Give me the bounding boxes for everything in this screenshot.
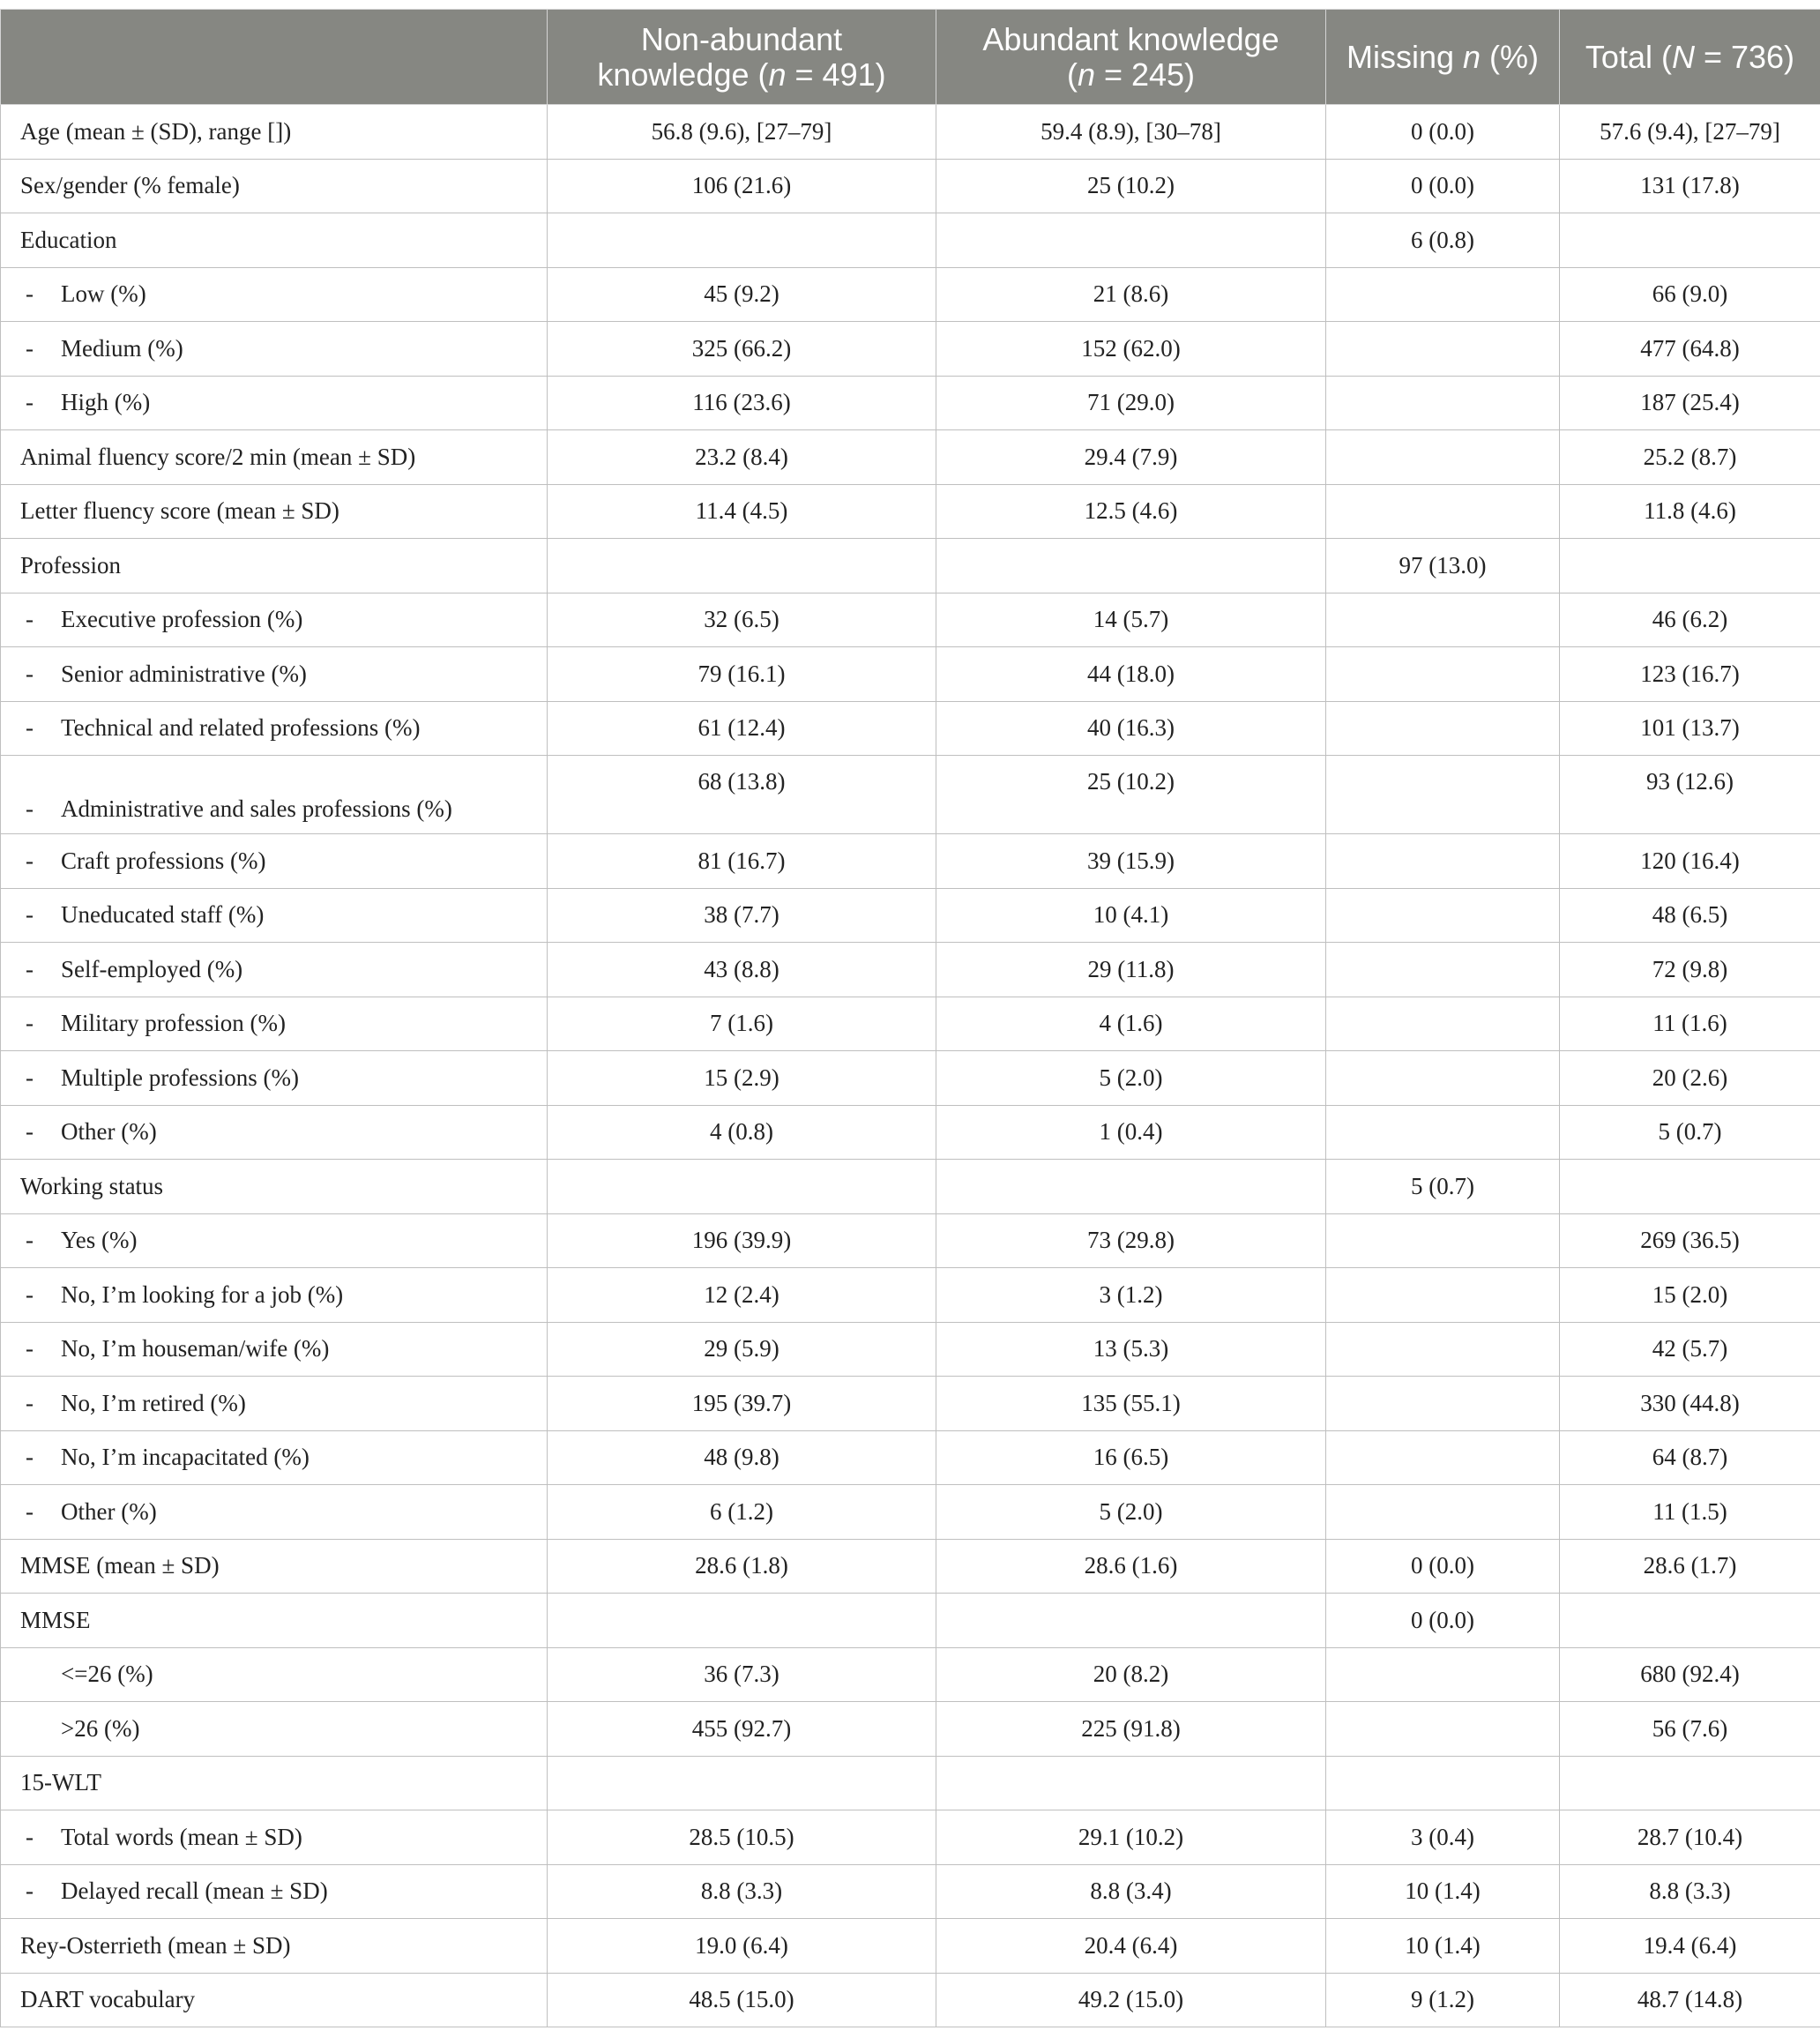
cell-non-abundant: 196 (39.9) xyxy=(548,1213,936,1268)
row-label xyxy=(1,756,548,834)
table-header xyxy=(1,10,1820,105)
cell-missing: 5 (0.7) xyxy=(1326,1160,1560,1214)
cell-missing xyxy=(1326,267,1560,322)
table-row xyxy=(1,105,1820,160)
cell-total: 64 (8.7) xyxy=(1560,1430,1820,1485)
cell-missing xyxy=(1326,888,1560,943)
cell-abundant: 29.1 (10.2) xyxy=(936,1810,1326,1865)
cell-abundant: 29.4 (7.9) xyxy=(936,430,1326,485)
cell-total: 269 (36.5) xyxy=(1560,1213,1820,1268)
row-label xyxy=(1,1756,548,1810)
cell-missing xyxy=(1326,943,1560,997)
cell-total xyxy=(1560,1594,1820,1648)
row-label xyxy=(1,1105,548,1160)
row-label-text: Military profession (%) xyxy=(61,1010,286,1037)
cell-abundant: 1 (0.4) xyxy=(936,1105,1326,1160)
cell-missing xyxy=(1326,1322,1560,1377)
row-label xyxy=(1,1268,548,1323)
bullet-dash: - xyxy=(26,280,34,308)
cell-abundant: 14 (5.7) xyxy=(936,593,1326,647)
row-label xyxy=(1,1702,548,1757)
cell-non-abundant: 45 (9.2) xyxy=(548,267,936,322)
header-row xyxy=(1,10,1820,105)
cell-total: 66 (9.0) xyxy=(1560,267,1820,322)
cell-abundant: 21 (8.6) xyxy=(936,267,1326,322)
cell-missing: 6 (0.8) xyxy=(1326,213,1560,268)
cell-non-abundant: 6 (1.2) xyxy=(548,1485,936,1540)
cell-missing xyxy=(1326,593,1560,647)
cell-missing xyxy=(1326,1485,1560,1540)
cell-total: 57.6 (9.4), [27–79] xyxy=(1560,105,1820,160)
bullet-dash: - xyxy=(26,1335,34,1362)
table-row xyxy=(1,430,1820,485)
table-row xyxy=(1,1051,1820,1106)
cell-non-abundant: 28.6 (1.8) xyxy=(548,1539,936,1594)
cell-total: 120 (16.4) xyxy=(1560,834,1820,889)
cell-missing xyxy=(1326,1377,1560,1431)
table-row xyxy=(1,1864,1820,1919)
cell-abundant: 225 (91.8) xyxy=(936,1702,1326,1757)
header-cell-missing: Missing n (%) xyxy=(1326,10,1560,105)
cell-abundant: 16 (6.5) xyxy=(936,1430,1326,1485)
bullet-dash: - xyxy=(26,1389,34,1416)
row-label-text: >26 (%) xyxy=(61,1714,140,1742)
cell-abundant xyxy=(936,1160,1326,1214)
cell-abundant: 49.2 (15.0) xyxy=(936,1973,1326,2027)
table-row xyxy=(1,1377,1820,1431)
bullet-dash: - xyxy=(26,795,34,822)
cell-non-abundant: 4 (0.8) xyxy=(548,1105,936,1160)
cell-missing xyxy=(1326,1268,1560,1323)
cell-missing xyxy=(1326,1430,1560,1485)
cell-missing: 9 (1.2) xyxy=(1326,1973,1560,2027)
bullet-dash: - xyxy=(26,1823,34,1850)
cell-abundant: 3 (1.2) xyxy=(936,1268,1326,1323)
table-row xyxy=(1,1810,1820,1865)
row-label xyxy=(1,213,548,268)
row-label-text: Low (%) xyxy=(61,280,146,308)
cell-abundant: 10 (4.1) xyxy=(936,888,1326,943)
row-label-text: DART vocabulary xyxy=(20,1986,196,2013)
bullet-dash: - xyxy=(26,1064,34,1091)
cell-total: 330 (44.8) xyxy=(1560,1377,1820,1431)
cell-non-abundant: 68 (13.8) xyxy=(548,756,936,834)
bullet-dash: - xyxy=(26,1280,34,1308)
cell-missing: 0 (0.0) xyxy=(1326,1539,1560,1594)
cell-missing: 10 (1.4) xyxy=(1326,1864,1560,1919)
cell-missing: 3 (0.4) xyxy=(1326,1810,1560,1865)
table-row xyxy=(1,267,1820,322)
row-label xyxy=(1,1864,548,1919)
row-label-text: Other (%) xyxy=(61,1118,157,1146)
cell-non-abundant: 48.5 (15.0) xyxy=(548,1973,936,2027)
row-label xyxy=(1,1160,548,1214)
row-label xyxy=(1,1919,548,1974)
row-label xyxy=(1,1213,548,1268)
cell-non-abundant: 106 (21.6) xyxy=(548,159,936,213)
cell-abundant: 20 (8.2) xyxy=(936,1647,1326,1702)
cell-total: 93 (12.6) xyxy=(1560,756,1820,834)
cell-non-abundant: 79 (16.1) xyxy=(548,647,936,702)
table-row xyxy=(1,1268,1820,1323)
cell-non-abundant: 116 (23.6) xyxy=(548,376,936,430)
cell-abundant xyxy=(936,539,1326,593)
cell-abundant: 39 (15.9) xyxy=(936,834,1326,889)
cell-missing: 97 (13.0) xyxy=(1326,539,1560,593)
cell-non-abundant: 7 (1.6) xyxy=(548,997,936,1051)
bullet-dash: - xyxy=(26,955,34,982)
cell-total: 28.7 (10.4) xyxy=(1560,1810,1820,1865)
cell-total: 101 (13.7) xyxy=(1560,701,1820,756)
row-label xyxy=(1,1647,548,1702)
table-row xyxy=(1,213,1820,268)
table-row xyxy=(1,1485,1820,1540)
row-label xyxy=(1,997,548,1051)
cell-non-abundant: 48 (9.8) xyxy=(548,1430,936,1485)
table-row xyxy=(1,997,1820,1051)
row-label xyxy=(1,647,548,702)
row-label xyxy=(1,1810,548,1865)
bullet-dash: - xyxy=(26,1877,34,1905)
cell-abundant: 8.8 (3.4) xyxy=(936,1864,1326,1919)
cell-abundant: 135 (55.1) xyxy=(936,1377,1326,1431)
cell-non-abundant xyxy=(548,1756,936,1810)
table-row xyxy=(1,159,1820,213)
cell-non-abundant: 23.2 (8.4) xyxy=(548,430,936,485)
bullet-dash: - xyxy=(26,606,34,633)
cell-abundant: 25 (10.2) xyxy=(936,756,1326,834)
cell-non-abundant: 12 (2.4) xyxy=(548,1268,936,1323)
cell-total: 48.7 (14.8) xyxy=(1560,1973,1820,2027)
row-label-text: Animal fluency score/2 min (mean ± SD) xyxy=(20,443,416,470)
cell-non-abundant: 28.5 (10.5) xyxy=(548,1810,936,1865)
cell-abundant: 152 (62.0) xyxy=(936,322,1326,377)
row-label xyxy=(1,484,548,539)
row-label-text: <=26 (%) xyxy=(61,1661,153,1688)
table-row xyxy=(1,888,1820,943)
cell-missing: 0 (0.0) xyxy=(1326,105,1560,160)
cell-non-abundant: 8.8 (3.3) xyxy=(548,1864,936,1919)
cell-missing xyxy=(1326,430,1560,485)
cell-total: 15 (2.0) xyxy=(1560,1268,1820,1323)
table-row xyxy=(1,834,1820,889)
cell-missing xyxy=(1326,1105,1560,1160)
row-label-text: Age (mean ± (SD), range []) xyxy=(20,117,292,145)
row-label-text: Senior administrative (%) xyxy=(61,660,307,687)
row-label xyxy=(1,1485,548,1540)
table-row xyxy=(1,376,1820,430)
cell-total: 19.4 (6.4) xyxy=(1560,1919,1820,1974)
cell-total: 477 (64.8) xyxy=(1560,322,1820,377)
cell-total: 131 (17.8) xyxy=(1560,159,1820,213)
cell-non-abundant: 43 (8.8) xyxy=(548,943,936,997)
cell-total: 187 (25.4) xyxy=(1560,376,1820,430)
row-label-text: Sex/gender (% female) xyxy=(20,172,240,199)
table-row xyxy=(1,1973,1820,2027)
cell-non-abundant: 455 (92.7) xyxy=(548,1702,936,1757)
table-row xyxy=(1,322,1820,377)
table-row xyxy=(1,1430,1820,1485)
cell-non-abundant: 38 (7.7) xyxy=(548,888,936,943)
bullet-dash: - xyxy=(26,1444,34,1471)
cell-non-abundant: 56.8 (9.6), [27–79] xyxy=(548,105,936,160)
cell-missing xyxy=(1326,1051,1560,1106)
row-label-text: No, I’m incapacitated (%) xyxy=(61,1444,310,1471)
cell-missing xyxy=(1326,1702,1560,1757)
table-row xyxy=(1,1213,1820,1268)
cell-total: 5 (0.7) xyxy=(1560,1105,1820,1160)
cell-total: 25.2 (8.7) xyxy=(1560,430,1820,485)
row-label-text: Medium (%) xyxy=(61,334,183,362)
row-label-text: Total words (mean ± SD) xyxy=(61,1823,302,1850)
cell-missing xyxy=(1326,1647,1560,1702)
table-row xyxy=(1,943,1820,997)
bullet-dash: - xyxy=(26,1497,34,1525)
cell-missing xyxy=(1326,376,1560,430)
table-row xyxy=(1,593,1820,647)
row-label-text: MMSE (mean ± SD) xyxy=(20,1552,220,1579)
cell-missing: 10 (1.4) xyxy=(1326,1919,1560,1974)
cell-non-abundant xyxy=(548,1594,936,1648)
row-label xyxy=(1,322,548,377)
cell-missing xyxy=(1326,484,1560,539)
bullet-dash: - xyxy=(26,1227,34,1254)
row-label xyxy=(1,1430,548,1485)
cell-total: 20 (2.6) xyxy=(1560,1051,1820,1106)
cell-total: 123 (16.7) xyxy=(1560,647,1820,702)
cell-total: 680 (92.4) xyxy=(1560,1647,1820,1702)
cell-total: 11.8 (4.6) xyxy=(1560,484,1820,539)
row-label-text: No, I’m houseman/wife (%) xyxy=(61,1335,330,1362)
row-label-text: 15-WLT xyxy=(20,1769,101,1796)
table-row xyxy=(1,1647,1820,1702)
row-label-text: Self-employed (%) xyxy=(61,955,243,982)
cell-abundant xyxy=(936,213,1326,268)
data-table xyxy=(0,9,1820,2027)
table-row xyxy=(1,484,1820,539)
bullet-dash: - xyxy=(26,334,34,362)
cell-abundant: 28.6 (1.6) xyxy=(936,1539,1326,1594)
cell-missing xyxy=(1326,1756,1560,1810)
cell-missing xyxy=(1326,647,1560,702)
cell-abundant: 44 (18.0) xyxy=(936,647,1326,702)
bullet-dash: - xyxy=(26,714,34,742)
row-label xyxy=(1,888,548,943)
row-label xyxy=(1,834,548,889)
row-label xyxy=(1,1539,548,1594)
cell-abundant: 4 (1.6) xyxy=(936,997,1326,1051)
table-row xyxy=(1,647,1820,702)
table-row xyxy=(1,1756,1820,1810)
cell-non-abundant: 36 (7.3) xyxy=(548,1647,936,1702)
row-label-text: Other (%) xyxy=(61,1497,157,1525)
cell-non-abundant: 15 (2.9) xyxy=(548,1051,936,1106)
row-label xyxy=(1,943,548,997)
row-label-text: No, I’m looking for a job (%) xyxy=(61,1280,344,1308)
row-label-text: Multiple professions (%) xyxy=(61,1064,299,1091)
cell-non-abundant xyxy=(548,1160,936,1214)
cell-total xyxy=(1560,213,1820,268)
row-label xyxy=(1,701,548,756)
cell-abundant: 20.4 (6.4) xyxy=(936,1919,1326,1974)
bullet-dash: - xyxy=(26,660,34,687)
header-cell-abundant: Abundant knowledge (n = 245) xyxy=(936,10,1326,105)
bullet-dash: - xyxy=(26,901,34,929)
row-label xyxy=(1,593,548,647)
cell-total xyxy=(1560,1756,1820,1810)
cell-abundant: 5 (2.0) xyxy=(936,1485,1326,1540)
cell-total: 48 (6.5) xyxy=(1560,888,1820,943)
table-row xyxy=(1,756,1820,834)
header-cell-variable xyxy=(1,10,548,105)
cell-missing xyxy=(1326,322,1560,377)
cell-non-abundant: 11.4 (4.5) xyxy=(548,484,936,539)
row-label-text: Letter fluency score (mean ± SD) xyxy=(20,497,339,525)
row-label xyxy=(1,1594,548,1648)
cell-abundant xyxy=(936,1594,1326,1648)
cell-abundant: 13 (5.3) xyxy=(936,1322,1326,1377)
row-label-text: Craft professions (%) xyxy=(61,847,266,874)
row-label xyxy=(1,1051,548,1106)
cell-abundant: 59.4 (8.9), [30–78] xyxy=(936,105,1326,160)
row-label-text: Delayed recall (mean ± SD) xyxy=(61,1877,328,1905)
cell-non-abundant: 195 (39.7) xyxy=(548,1377,936,1431)
row-label xyxy=(1,267,548,322)
row-label-text: Rey-Osterrieth (mean ± SD) xyxy=(20,1931,291,1959)
row-label xyxy=(1,539,548,593)
cell-total xyxy=(1560,539,1820,593)
row-label xyxy=(1,159,548,213)
bullet-dash: - xyxy=(26,1010,34,1037)
row-label xyxy=(1,1377,548,1431)
cell-abundant xyxy=(936,1756,1326,1810)
table-row xyxy=(1,1919,1820,1974)
cell-non-abundant: 19.0 (6.4) xyxy=(548,1919,936,1974)
table-row xyxy=(1,1322,1820,1377)
row-label xyxy=(1,376,548,430)
cell-total: 56 (7.6) xyxy=(1560,1702,1820,1757)
table-row xyxy=(1,1539,1820,1594)
cell-total: 42 (5.7) xyxy=(1560,1322,1820,1377)
cell-missing: 0 (0.0) xyxy=(1326,159,1560,213)
table-row xyxy=(1,1702,1820,1757)
cell-non-abundant: 29 (5.9) xyxy=(548,1322,936,1377)
table-row xyxy=(1,1594,1820,1648)
cell-missing xyxy=(1326,834,1560,889)
row-label-text: Yes (%) xyxy=(61,1227,138,1254)
row-label-text: No, I’m retired (%) xyxy=(61,1389,246,1416)
row-label xyxy=(1,1973,548,2027)
cell-abundant: 40 (16.3) xyxy=(936,701,1326,756)
table-row xyxy=(1,539,1820,593)
cell-missing xyxy=(1326,997,1560,1051)
cell-missing xyxy=(1326,756,1560,834)
cell-non-abundant: 81 (16.7) xyxy=(548,834,936,889)
row-label-text: Education xyxy=(20,226,117,253)
row-label-text: Uneducated staff (%) xyxy=(61,901,265,929)
header-cell-total: Total (N = 736) xyxy=(1560,10,1820,105)
cell-abundant: 25 (10.2) xyxy=(936,159,1326,213)
cell-total: 28.6 (1.7) xyxy=(1560,1539,1820,1594)
cell-total xyxy=(1560,1160,1820,1214)
cell-missing xyxy=(1326,701,1560,756)
cell-total: 8.8 (3.3) xyxy=(1560,1864,1820,1919)
row-label-text: Working status xyxy=(20,1172,164,1199)
bullet-dash: - xyxy=(26,847,34,874)
cell-abundant: 12.5 (4.6) xyxy=(936,484,1326,539)
row-label-text: Executive profession (%) xyxy=(61,606,303,633)
table-row xyxy=(1,1160,1820,1214)
row-label xyxy=(1,1322,548,1377)
row-label xyxy=(1,430,548,485)
cell-non-abundant xyxy=(548,213,936,268)
table-body xyxy=(1,105,1820,2027)
row-label-text: MMSE xyxy=(20,1606,91,1633)
row-label xyxy=(1,105,548,160)
table-row xyxy=(1,1105,1820,1160)
cell-non-abundant: 61 (12.4) xyxy=(548,701,936,756)
row-label-text: High (%) xyxy=(61,389,151,416)
cell-abundant: 71 (29.0) xyxy=(936,376,1326,430)
table-container xyxy=(0,9,1820,2027)
header-cell-non-abundant: Non-abundant knowledge (n = 491) xyxy=(548,10,936,105)
row-label-text: Technical and related professions (%) xyxy=(61,714,421,742)
cell-missing xyxy=(1326,1213,1560,1268)
bullet-dash: - xyxy=(26,389,34,416)
cell-total: 72 (9.8) xyxy=(1560,943,1820,997)
bullet-dash: - xyxy=(26,1118,34,1146)
row-label-text: Profession xyxy=(20,551,121,579)
cell-abundant: 5 (2.0) xyxy=(936,1051,1326,1106)
cell-total: 46 (6.2) xyxy=(1560,593,1820,647)
cell-abundant: 73 (29.8) xyxy=(936,1213,1326,1268)
cell-non-abundant xyxy=(548,539,936,593)
row-label-text: Administrative and sales professions (%) xyxy=(61,795,452,822)
cell-non-abundant: 32 (6.5) xyxy=(548,593,936,647)
cell-total: 11 (1.5) xyxy=(1560,1485,1820,1540)
table-row xyxy=(1,701,1820,756)
cell-abundant: 29 (11.8) xyxy=(936,943,1326,997)
cell-total: 11 (1.6) xyxy=(1560,997,1820,1051)
cell-missing: 0 (0.0) xyxy=(1326,1594,1560,1648)
cell-non-abundant: 325 (66.2) xyxy=(548,322,936,377)
